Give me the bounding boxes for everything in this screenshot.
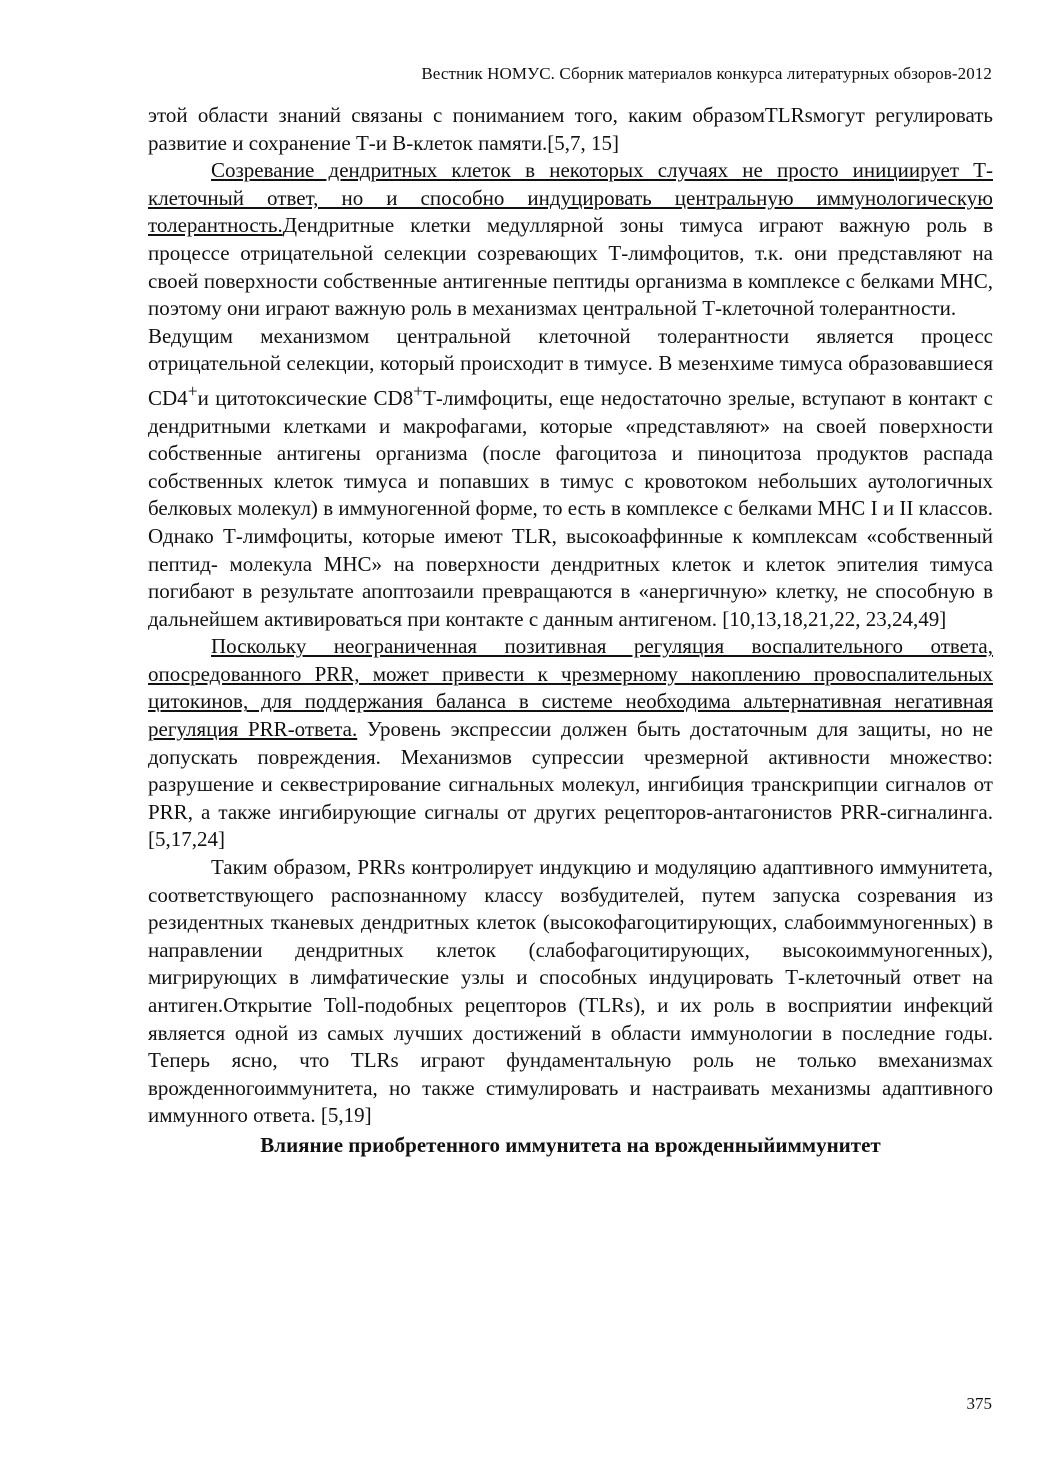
paragraph-text: Дендритные клетки медуллярной зоны тимуса играют важную роль в процессе отрицательной селекции созревающих Т-лимфоцитов, т.к. они представляют на своей поверхности собственные антигенные пептиды организма в комплексе с белками МНС, поэтому они играют важную роль в механизмах центральной Т-клеточной толерантности. [148,213,993,321]
running-header: Вестник НОМУС. Сборник материалов конкурса литературных обзоров-2012 [421,64,992,83]
paragraph-text: и цитотоксические CD8 [197,385,414,410]
page-number: 375 [966,1394,992,1413]
paragraph-continuation [148,102,993,157]
paragraph-text: Уровень экспрессии должен быть достаточным для защиты, но не допускать повреждения. Механизмов супрессии чрезмерной активности множество: разрушение и секвестрирование сигнальных молекул, ингибиция транскрипции сигналов от PRR, а также ингибирующие сигналы от других рецепторов-антагонистов PRR-сигналинга. [5,17,24] [148,717,993,852]
underlined-statement: Поскольку неограниченная позитивная регуляция воспалительного ответа, опосредованного PRR, может привести к чрезмерному накоплению провоспалительных цитокинов, для поддержания баланса в системе необходима альтернативная негативная регуляция PRR-ответа. [148,634,993,742]
paragraph-text: этой области знаний связаны с пониманием того, каким образомTLRsмогут регулировать развитие и сохранение Т-и В-клеток памяти.[5,7, 15] [148,103,993,155]
superscript: + [413,380,424,401]
paragraph-text: Т-лимфоциты, еще недостаточно зрелые, вступают в контакт с дендритными клетками и макрофагами, которые «представляют» на своей поверхности собственные антигены организма (после фагоцитоза и пиноцитоза продуктов распада собственных клеток тимуса и попавших в тимус с кровотоком небольших аутологичных белковых молекул) в иммуногенной форме, то есть в комплексе с белками МНС I и II классов. Однако Т-лимфоциты, которые имеют TLR, высокоаффинные к комплексам «собственный пептид- молекула МНС» на поверхности дендритных клеток и клеток эпителия тимуса погибают в результате апоптозаили превращаются в «анергичную» клетку, не способную в дальнейшем активироваться при контакте с данным антигеном. [10,13,18,21,22, 23,24,49] [148,385,993,631]
section-heading: Влияние приобретенного иммунитета на врожденныйиммунитет [260,1132,881,1157]
body-text [148,102,993,1160]
paragraph-prr-regulation [148,633,993,854]
underlined-statement: Созревание дендритных клеток в некоторых случаях не просто инициирует Т-клеточный ответ, но и способно индуцировать центральную иммунологическую толерантность. [148,158,993,238]
superscript: + [187,380,198,401]
paragraph-summary [148,854,993,1130]
paragraph-text: Ведущим механизмом центральной клеточной толерантности является процесс отрицательной селекции, который происходит в тимусе. В мезенхиме тимуса образовавшиеся CD4 [148,323,993,410]
paragraph-central-tolerance [148,323,993,634]
paragraph-dendritic-maturation [148,157,993,323]
paragraph-text: Таким образом, PRRs контролирует индукцию и модуляцию адаптивного иммунитета, соответствующего распознанному классу возбудителей, путем запуска созревания из резидентных тканевых дендритных клеток (высокофагоцитирующих, слабоиммуногенных) в направлении дендритных клеток (слабофагоцитирующих, высокоиммуногенных), мигрирующих в лимфатические узлы и способных индуцировать Т-клеточный ответ на антиген.Открытие Toll-подобных рецепторов (TLRs), и их роль в восприятии инфекций является одной из самых лучших достижений в области иммунологии в последние годы. Теперь ясно, что TLRs играют фундаментальную роль не только вмеханизмах врожденногоиммунитета, но также стимулировать и настраивать механизмы адаптивного иммунного ответа. [5,19] [148,855,993,1128]
